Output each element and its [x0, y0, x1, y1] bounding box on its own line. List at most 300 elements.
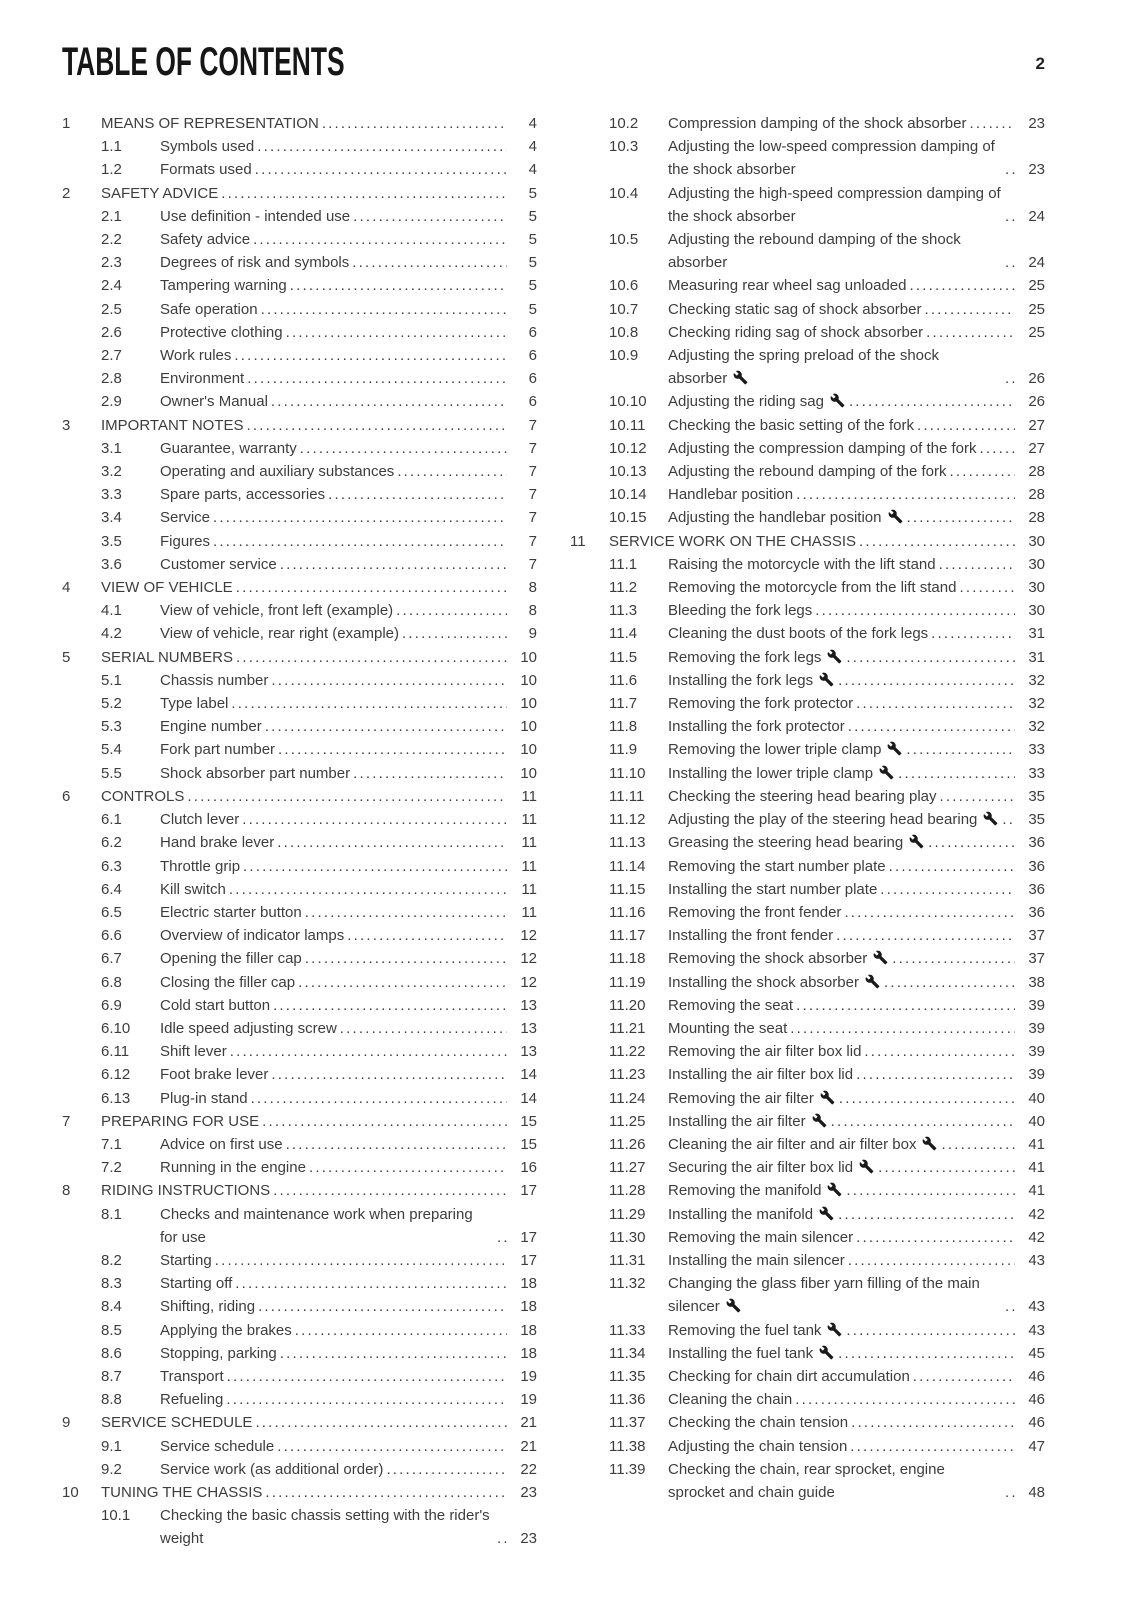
toc-entry-title: Degrees of risk and symbols — [160, 254, 350, 272]
toc-entry-number: 11.22 — [609, 1043, 646, 1061]
toc-entry-title: Stopping, parking — [160, 1344, 277, 1362]
toc-entry-number: 3.3 — [101, 486, 122, 504]
dot-leader — [851, 1411, 1015, 1434]
toc-entry-number: 10.11 — [609, 416, 646, 434]
wrench-icon — [859, 1159, 874, 1174]
toc-entry-title: Cleaning the chain — [668, 1391, 793, 1409]
toc-entry-number: 11.6 — [609, 671, 638, 689]
toc-entry-title: Closing the filler cap — [160, 973, 296, 991]
toc-entry-body — [668, 1110, 1045, 1133]
toc-entry-title: Fork part number — [160, 741, 276, 759]
toc-entry-page: 28 — [1028, 463, 1045, 481]
toc-entry-page: 35 — [1028, 811, 1045, 829]
toc-entry-body — [668, 785, 1045, 808]
toc-entry-page: 21 — [520, 1437, 537, 1455]
dot-leader — [880, 878, 1015, 901]
dot-leader — [796, 994, 1015, 1017]
toc-entry-title: Adjusting the high-speed compression damping of the shock absorber — [668, 184, 1001, 225]
toc-entry — [609, 622, 1045, 645]
toc-entry-body — [160, 855, 537, 878]
toc-entry-page: 37 — [1028, 950, 1045, 968]
toc-entry-page: 10 — [520, 671, 537, 689]
toc-entry — [101, 460, 537, 483]
toc-entry-body — [668, 669, 1045, 692]
toc-entry-title: Foot brake lever — [160, 1066, 269, 1084]
toc-entry-body — [668, 344, 1045, 390]
toc-entry-number: 11.29 — [609, 1205, 646, 1223]
toc-entry-title: Removing the motorcycle from the lift stand — [668, 579, 957, 597]
toc-entry-title: Safety advice — [160, 231, 251, 249]
dot-leader — [846, 646, 1015, 669]
toc-entry-page: 46 — [1028, 1391, 1045, 1409]
toc-entry-page: 24 — [1028, 207, 1045, 225]
toc-entry-body — [668, 1458, 1045, 1504]
toc-entry-number: 8.7 — [101, 1367, 122, 1385]
toc-entry-body — [160, 274, 537, 297]
dot-leader — [836, 924, 1015, 947]
toc-entry-body — [668, 1017, 1045, 1040]
toc-entry-page: 28 — [1028, 486, 1045, 504]
toc-entry-number: 1.2 — [101, 161, 122, 179]
toc-entry-body — [668, 228, 1045, 274]
toc-entry-page: 46 — [1028, 1367, 1045, 1385]
toc-entry — [101, 762, 537, 785]
toc-entry — [609, 1110, 1045, 1133]
toc-entry — [609, 808, 1045, 831]
toc-entry-number: 10.2 — [609, 115, 639, 132]
toc-entry-body — [160, 1087, 537, 1110]
toc-entry-title: CONTROLS — [101, 787, 185, 805]
toc-entry-page: 11 — [521, 880, 537, 898]
toc-entry-number: 9 — [62, 1414, 71, 1432]
toc-entry-page: 16 — [520, 1159, 537, 1177]
wrench-icon — [873, 950, 888, 965]
toc-entry-title: Spare parts, accessories — [160, 486, 326, 504]
toc-entry-body — [668, 1203, 1045, 1226]
toc-entry — [101, 994, 537, 1017]
toc-entry-number: 8.2 — [101, 1251, 122, 1269]
toc-entry-title: View of vehicle, front left (example) — [160, 602, 394, 620]
toc-entry-number: 11.31 — [609, 1251, 646, 1269]
toc-entry-body — [668, 1179, 1045, 1202]
toc-entry-body — [160, 205, 537, 228]
toc-entry — [62, 1110, 537, 1133]
toc-entry-number: 6.13 — [101, 1089, 131, 1107]
toc-entry-body — [160, 1295, 537, 1318]
toc-entry-number: 2.9 — [101, 393, 122, 411]
toc-entry-page: 12 — [520, 927, 537, 945]
toc-entry — [101, 205, 537, 228]
toc-entry — [609, 1249, 1045, 1272]
toc-entry-page: 26 — [1028, 393, 1045, 411]
toc-entry — [609, 901, 1045, 924]
toc-entry-title: Engine number — [160, 718, 262, 736]
toc-entry-title: Installing the fork legs — [668, 669, 835, 692]
toc-entry-title: Checking for chain dirt accumulation — [668, 1367, 910, 1385]
dot-leader — [941, 1133, 1015, 1156]
toc-entry-title: Hand brake lever — [160, 834, 275, 852]
toc-entry-title: Guarantee, warranty — [160, 439, 297, 457]
toc-entry-body — [160, 808, 537, 831]
dot-leader — [864, 1040, 1015, 1063]
toc-entry-page: 45 — [1028, 1344, 1045, 1362]
dot-leader — [917, 414, 1015, 437]
toc-entry-title: Installing the manifold — [668, 1203, 835, 1226]
toc-entry — [609, 228, 1045, 274]
toc-entry-body — [668, 994, 1045, 1017]
toc-entry — [609, 437, 1045, 460]
toc-entry-page: 5 — [528, 207, 537, 225]
toc-entry-number: 11.16 — [609, 903, 646, 921]
toc-entry-number: 2.6 — [101, 323, 122, 341]
toc-entry-number: 3.1 — [101, 439, 122, 457]
toc-entry-number: 11.14 — [609, 857, 646, 875]
toc-entry-title: Checking riding sag of shock absorber — [668, 323, 924, 341]
toc-entry-body — [160, 901, 537, 924]
toc-entry-body — [668, 1319, 1045, 1342]
toc-entry-title: Removing the start number plate — [668, 857, 886, 875]
toc-entry-page: 25 — [1028, 323, 1045, 341]
toc-entry-title: Figures — [160, 532, 211, 550]
toc-entry-body — [668, 831, 1045, 854]
toc-entry — [101, 1063, 537, 1086]
toc-entry-body — [160, 1435, 537, 1458]
toc-entry-body — [160, 1504, 537, 1550]
toc-entry — [101, 367, 537, 390]
toc-entry-number: 6.8 — [101, 973, 122, 991]
toc-entry-body — [668, 553, 1045, 576]
toc-entry — [101, 855, 537, 878]
toc-entry-title: Installing the front fender — [668, 927, 834, 945]
toc-entry-number: 11.32 — [609, 1275, 646, 1293]
toc-entry — [609, 344, 1045, 390]
dot-leader — [950, 460, 1015, 483]
toc-entry-title: Service work (as additional order) — [160, 1460, 384, 1478]
toc-entry-page: 42 — [1028, 1228, 1045, 1246]
toc-entry-page: 5 — [528, 300, 537, 318]
toc-entry-title: Running in the engine — [160, 1159, 306, 1177]
toc-entry-number: 10.15 — [609, 509, 647, 527]
toc-entry-body — [668, 808, 1045, 831]
toc-entry-body — [668, 274, 1045, 297]
toc-entry — [609, 947, 1045, 970]
dot-leader — [839, 1087, 1015, 1110]
dot-leader — [859, 530, 1015, 553]
toc-entry-title: Operating and auxiliary substances — [160, 463, 395, 481]
dot-leader — [265, 715, 507, 738]
toc-entry-number: 11.9 — [609, 741, 638, 759]
toc-entry-body — [668, 1388, 1045, 1411]
toc-entry-page: 8 — [528, 579, 537, 597]
toc-entry-body — [101, 112, 537, 135]
toc-entry-page: 33 — [1028, 764, 1045, 782]
dot-leader — [261, 298, 507, 321]
toc-entry-body — [160, 947, 537, 970]
toc-entry-number: 11.15 — [609, 880, 646, 898]
toc-entry — [609, 1435, 1045, 1458]
toc-entry-page: 7 — [528, 463, 537, 481]
dot-leader — [262, 1110, 507, 1133]
toc-entry-number: 11.28 — [609, 1182, 646, 1200]
toc-entry-title: Owner's Manual — [160, 393, 268, 411]
toc-entry-body — [160, 1458, 537, 1481]
toc-entry-number: 4 — [62, 579, 71, 597]
dot-leader — [838, 1203, 1015, 1226]
dot-leader — [230, 1040, 507, 1063]
toc-entry-body — [160, 530, 537, 553]
toc-entry — [609, 483, 1045, 506]
dot-leader — [280, 553, 507, 576]
toc-entry-title: Electric starter button — [160, 903, 302, 921]
dot-leader — [396, 599, 507, 622]
toc-entry-number: 6.5 — [101, 903, 122, 921]
toc-entry — [609, 971, 1045, 994]
toc-entry-page: 10 — [520, 764, 537, 782]
toc-entry-page: 39 — [1028, 1019, 1045, 1037]
toc-entry-page: 5 — [528, 184, 537, 202]
toc-entry-body — [160, 878, 537, 901]
toc-entry-title: Bleeding the fork legs — [668, 602, 813, 620]
toc-entry — [101, 1342, 537, 1365]
toc-columns — [62, 112, 1045, 1551]
toc-entry — [609, 298, 1045, 321]
toc-entry — [609, 878, 1045, 901]
toc-entry-title: Adjusting the low-speed compression damping of the shock absorber — [668, 138, 995, 179]
toc-entry-number: 11.1 — [609, 555, 638, 573]
page-title: TABLE OF CONTENTS — [62, 40, 345, 84]
toc-entry-body — [160, 460, 537, 483]
toc-entry-page: 41 — [1028, 1159, 1045, 1177]
toc-entry-body — [160, 738, 537, 761]
toc-entry — [609, 1458, 1045, 1504]
dot-leader — [1005, 251, 1015, 274]
toc-entry-title: Removing the manifold — [668, 1179, 843, 1202]
toc-entry-title: Opening the filler cap — [160, 950, 302, 968]
dot-leader — [286, 1133, 507, 1156]
toc-entry-page: 32 — [1028, 718, 1045, 736]
toc-entry-page: 6 — [528, 393, 537, 411]
toc-entry-title: Symbols used — [160, 138, 255, 156]
toc-entry-title: Formats used — [160, 161, 252, 179]
toc-entry-number: 11.38 — [609, 1437, 646, 1455]
dot-leader — [234, 344, 507, 367]
toc-entry-body — [160, 762, 537, 785]
toc-entry-body — [101, 1179, 537, 1202]
toc-entry-page: 28 — [1028, 509, 1045, 527]
dot-leader — [226, 1388, 507, 1411]
toc-entry-number: 10.9 — [609, 347, 639, 365]
toc-entry-number: 11.35 — [609, 1367, 646, 1385]
toc-entry — [609, 1226, 1045, 1249]
toc-entry — [570, 530, 1045, 553]
toc-entry-title: Tampering warning — [160, 277, 287, 295]
toc-entry-number: 11.33 — [609, 1321, 646, 1339]
dot-leader — [236, 646, 507, 669]
toc-entry-title: Adjusting the rebound damping of the fork — [668, 463, 947, 481]
dot-leader — [265, 1481, 507, 1504]
toc-entry-title: Removing the air filter box lid — [668, 1043, 862, 1061]
toc-entry-number: 6.2 — [101, 834, 122, 852]
toc-entry-body — [160, 1203, 537, 1249]
toc-entry-number: 5.1 — [101, 671, 122, 689]
toc-entry-title: Installing the shock absorber — [668, 971, 881, 994]
toc-entry-title: Measuring rear wheel sag unloaded — [668, 277, 907, 295]
toc-entry — [609, 1365, 1045, 1388]
toc-entry — [609, 414, 1045, 437]
toc-entry — [101, 1017, 537, 1040]
toc-entry — [609, 506, 1045, 529]
toc-entry-number: 11.5 — [609, 648, 638, 666]
toc-entry-page: 10 — [520, 718, 537, 736]
toc-entry-title: SERVICE SCHEDULE — [101, 1414, 253, 1432]
toc-entry-title: Applying the brakes — [160, 1321, 292, 1339]
toc-entry-number: 3.4 — [101, 509, 122, 527]
dot-leader — [878, 1156, 1015, 1179]
dot-leader — [253, 228, 507, 251]
toc-entry-title: Cleaning the air filter and air filter box — [668, 1133, 938, 1156]
toc-entry-page: 6 — [528, 370, 537, 388]
toc-entry-title: Adjusting the rebound damping of the shock absorber — [668, 231, 961, 272]
toc-entry-body — [668, 1249, 1045, 1272]
toc-entry-body — [668, 646, 1045, 669]
toc-entry — [609, 460, 1045, 483]
toc-entry-number: 2.8 — [101, 370, 122, 388]
dot-leader — [277, 831, 507, 854]
toc-entry — [101, 808, 537, 831]
toc-entry — [609, 738, 1045, 761]
toc-entry-page: 23 — [520, 1530, 537, 1548]
toc-entry-title: Installing the fork protector — [668, 718, 845, 736]
toc-entry-number: 11.30 — [609, 1228, 646, 1246]
toc-entry-number: 11.20 — [609, 996, 646, 1014]
toc-entry — [101, 553, 537, 576]
wrench-icon — [733, 370, 748, 385]
toc-entry-title: Removing the shock absorber — [668, 947, 889, 970]
dot-leader — [300, 437, 507, 460]
toc-entry — [101, 1203, 537, 1249]
toc-entry-body — [668, 1272, 1045, 1318]
dot-leader — [898, 762, 1015, 785]
toc-entry — [62, 576, 537, 599]
toc-entry-body — [668, 901, 1045, 924]
dot-leader — [247, 414, 507, 437]
toc-entry-page: 7 — [528, 439, 537, 457]
dot-leader — [347, 924, 507, 947]
toc-entry-body — [668, 390, 1045, 413]
toc-entry-number: 1 — [62, 115, 71, 132]
toc-entry-page: 7 — [528, 509, 537, 527]
toc-entry-body — [668, 112, 1045, 135]
toc-entry-body — [160, 994, 537, 1017]
dot-leader — [231, 692, 507, 715]
toc-entry-title: Installing the start number plate — [668, 880, 878, 898]
toc-entry-title: Starting — [160, 1251, 212, 1269]
toc-entry-number: 11.36 — [609, 1391, 646, 1409]
dot-leader — [187, 785, 507, 808]
toc-entry — [101, 947, 537, 970]
dot-leader — [271, 669, 507, 692]
dot-leader — [227, 1365, 507, 1388]
toc-entry-title: Type label — [160, 695, 229, 713]
dot-leader — [926, 321, 1015, 344]
dot-leader — [255, 1411, 507, 1434]
toc-entry-body — [668, 1087, 1045, 1110]
dot-leader — [940, 785, 1015, 808]
toc-entry-number: 10.7 — [609, 300, 639, 318]
toc-entry — [62, 182, 537, 205]
page-header — [62, 42, 1045, 86]
toc-entry-number: 11.10 — [609, 764, 646, 782]
toc-entry — [609, 1087, 1045, 1110]
toc-entry-number: 3.5 — [101, 532, 122, 550]
dot-leader — [277, 1435, 507, 1458]
toc-entry-body — [160, 1319, 537, 1342]
toc-entry-number: 6.3 — [101, 857, 122, 875]
toc-entry-number: 8.3 — [101, 1275, 122, 1293]
toc-entry — [101, 506, 537, 529]
toc-entry-title: MEANS OF REPRESENTATION — [101, 115, 319, 132]
toc-entry-title: Installing the air filter box lid — [668, 1066, 854, 1084]
dot-leader — [980, 437, 1015, 460]
toc-entry-number: 11.37 — [609, 1414, 646, 1432]
dot-leader — [286, 321, 507, 344]
wrench-icon — [879, 765, 894, 780]
toc-entry-number: 11.17 — [609, 927, 646, 945]
toc-entry-title: Kill switch — [160, 880, 226, 898]
toc-entry — [101, 1272, 537, 1295]
toc-entry-body — [668, 924, 1045, 947]
dot-leader — [959, 576, 1015, 599]
toc-entry-page: 24 — [1028, 254, 1045, 272]
toc-entry-number: 11.26 — [609, 1135, 646, 1153]
toc-entry-title: Overview of indicator lamps — [160, 927, 345, 945]
toc-entry — [609, 599, 1045, 622]
toc-entry-number: 8.6 — [101, 1344, 122, 1362]
wrench-icon — [827, 649, 842, 664]
toc-entry — [101, 274, 537, 297]
dot-leader — [907, 506, 1016, 529]
toc-entry-title: SERVICE WORK ON THE CHASSIS — [609, 532, 856, 550]
dot-leader — [402, 622, 507, 645]
toc-entry — [609, 762, 1045, 785]
wrench-icon — [819, 672, 834, 687]
toc-entry-page: 17 — [520, 1182, 537, 1200]
toc-entry — [101, 924, 537, 947]
toc-entry-page: 7 — [528, 486, 537, 504]
toc-entry-page: 8 — [528, 602, 537, 620]
toc-entry-number: 10 — [62, 1483, 79, 1501]
toc-entry-number: 10.3 — [609, 138, 639, 156]
toc-entry — [101, 599, 537, 622]
toc-entry-body — [668, 599, 1045, 622]
toc-entry — [101, 1156, 537, 1179]
dot-leader — [322, 112, 507, 135]
toc-entry-page: 10 — [520, 741, 537, 759]
toc-entry-page: 30 — [1028, 602, 1045, 620]
dot-leader — [928, 831, 1015, 854]
toc-entry-number: 10.4 — [609, 184, 639, 202]
toc-entry-body — [160, 553, 537, 576]
toc-entry-title: Removing the front fender — [668, 903, 842, 921]
dot-leader — [271, 390, 507, 413]
toc-entry-page: 41 — [1028, 1182, 1045, 1200]
toc-entry-page: 31 — [1028, 648, 1045, 666]
toc-entry-number: 2.3 — [101, 254, 122, 272]
toc-entry — [609, 1388, 1045, 1411]
toc-entry-page: 30 — [1028, 555, 1045, 573]
toc-entry-title: Adjusting the chain tension — [668, 1437, 848, 1455]
dot-leader — [924, 298, 1015, 321]
